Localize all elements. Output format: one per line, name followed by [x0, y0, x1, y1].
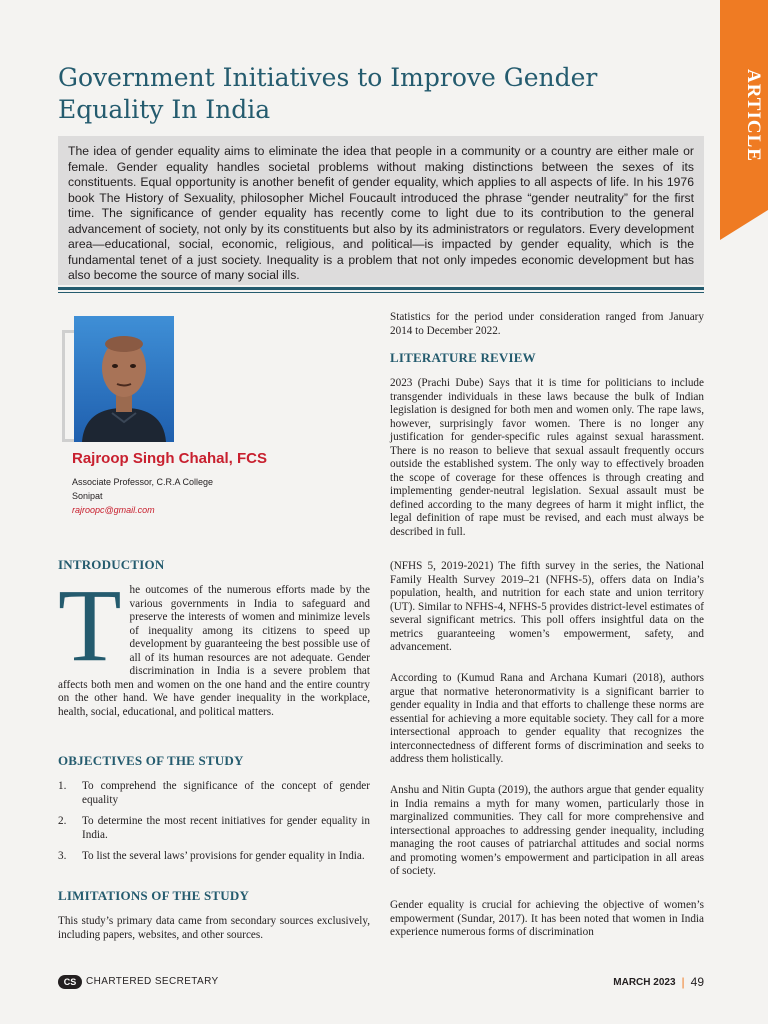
footer-issue: [613, 975, 704, 989]
page-number: 49: [690, 975, 704, 989]
statistics-text: Statistics for the period under consideration ranged from January 2014 to December 2022.: [390, 311, 704, 337]
divider-thick: [58, 287, 704, 290]
author-email-link[interactable]: rajroopc@gmail.com: [72, 505, 155, 515]
abstract-box: [58, 136, 704, 285]
author-location: Sonipat: [72, 491, 103, 501]
list-item: 3. To list the several laws’ provisions for gender equality in India.: [58, 850, 365, 862]
limitations-text: This study’s primary data came from secondary sources exclusively, including papers, websites, and other sources.: [58, 915, 370, 941]
divider-thin: [58, 292, 704, 293]
article-title: Government Initiatives to Improve Gender Equality In India: [58, 63, 598, 124]
objectives-heading: OBJECTIVES OF THE STUDY: [58, 753, 244, 768]
introduction-text: he outcomes of the numerous efforts made by the various governments in India to safeguard and preserve the interests of women and minimize levels of inequality among its citizens to speed up development by guaranteeing the best possible use of all of its human resources are not adequate. Gender discrimination in India is a severe problem that affects both men and women on the one hand and the entire country on the other hand. We have gender inequality in the workplace, health, social, educational, and political matters.: [58, 584, 370, 718]
footer-separator: |: [681, 975, 685, 989]
literature-paragraph-3: According to (Kumud Rana and Archana Kumari (2018), authors argue that normative heteronormativity is a significant barrier to gender equality in India and that efforts to challenge these norms are essential for achieving a more equitable society. They call for a more intersectional approach to gender equality that recognizes the interconnectedness of different forms of discrimination and seeks to address them holistically.: [390, 672, 704, 765]
cs-logo: CS: [58, 975, 82, 989]
list-item: 1. To comprehend the significance of the concept of gender equality: [58, 780, 370, 806]
author-name: Rajroop Singh Chahal, FCS: [72, 450, 268, 467]
introduction-heading: INTRODUCTION: [58, 557, 165, 572]
objectives-list: [58, 780, 370, 872]
literature-paragraph-2: (NFHS 5, 2019-2021) The fifth survey in the series, the National Family Health Survey 2019–21 (NFHS-5), offers data on India’s population, health, and nutrition for each state and union territory (UT). Similar to NFHS-4, NFHS-5 provides district-level estimates of several significant metrics. This poll offers insightful data on the metrics guaranteeing women’s empowerment, safety, and advancement.: [390, 560, 704, 653]
author-photo: [74, 316, 174, 442]
publication-name: CHARTERED SECRETARY: [86, 976, 219, 987]
literature-paragraph-1: 2023 (Prachi Dube) Says that it is time for politicians to include transgender individuals in these laws because the bulk of Indian legislation is designed for both men and women only. The rape laws, however, surprisingly favor women. There is no longer any justification for gender-specific rules against sexual harassment. There is no reason to believe that sexual assault frequently occurs outside the established system. The only way to effectively broaden the scope of coverage for these offences is through creating and implementing gender-neutral legislation. Sexual assault must be defined according to the many degrees of harm it might inflict, the legal definition of rape must be revised, and each must always be described in full.: [390, 377, 704, 538]
drop-cap: T: [58, 568, 122, 683]
list-item: 2. To determine the most recent initiatives for gender equality in India.: [58, 815, 370, 841]
literature-review-heading: LITERATURE REVIEW: [390, 350, 536, 365]
author-designation: Associate Professor, C.R.A College: [72, 477, 214, 487]
literature-paragraph-5: Gender equality is crucial for achieving the objective of women’s empowerment (Sundar, 2017). It has been noted that women in India experience numerous forms of discrimination: [390, 899, 704, 938]
limitations-heading: LIMITATIONS OF THE STUDY: [58, 888, 250, 903]
literature-paragraph-4: Anshu and Nitin Gupta (2019), the authors argue that gender equality in India remains a myth for many women, particularly those in marginalized communities. They call for more comprehensive and intersectional approaches to addressing gender inequality, including managing the root causes of patriarchal attitudes and social norms and promoting women’s empowerment and participation in all areas of society.: [390, 784, 704, 877]
section-tab-label: ARTICLE: [743, 68, 764, 162]
abstract-text: The idea of gender equality aims to eliminate the idea that people in a community or a country are either male or female. Gender equality handles societal problems without making distinctions between the sexes of its constituents. Equal opportunity is another benefit of gender equality, which applies to all aspects of life. In his 1976 book The History of Sexuality, philosopher Michel Foucault introduced the phrase “gender neutrality” for the first time. The significance of gender equality has recently come to light due to its contribution to the general advancement of society, not only by its constituents but also by its administrators or regulators. Every development area—educational, social, economic, religious, and political—is impacted by gender equality, which is the fundamental tenet of a just society. Inequality is a problem that not only impedes economic development but has also become the source of many social ills.: [68, 144, 694, 282]
issue-month: MARCH 2023: [613, 976, 676, 988]
section-tab-tip: [720, 210, 768, 240]
introduction-body: [58, 568, 370, 719]
